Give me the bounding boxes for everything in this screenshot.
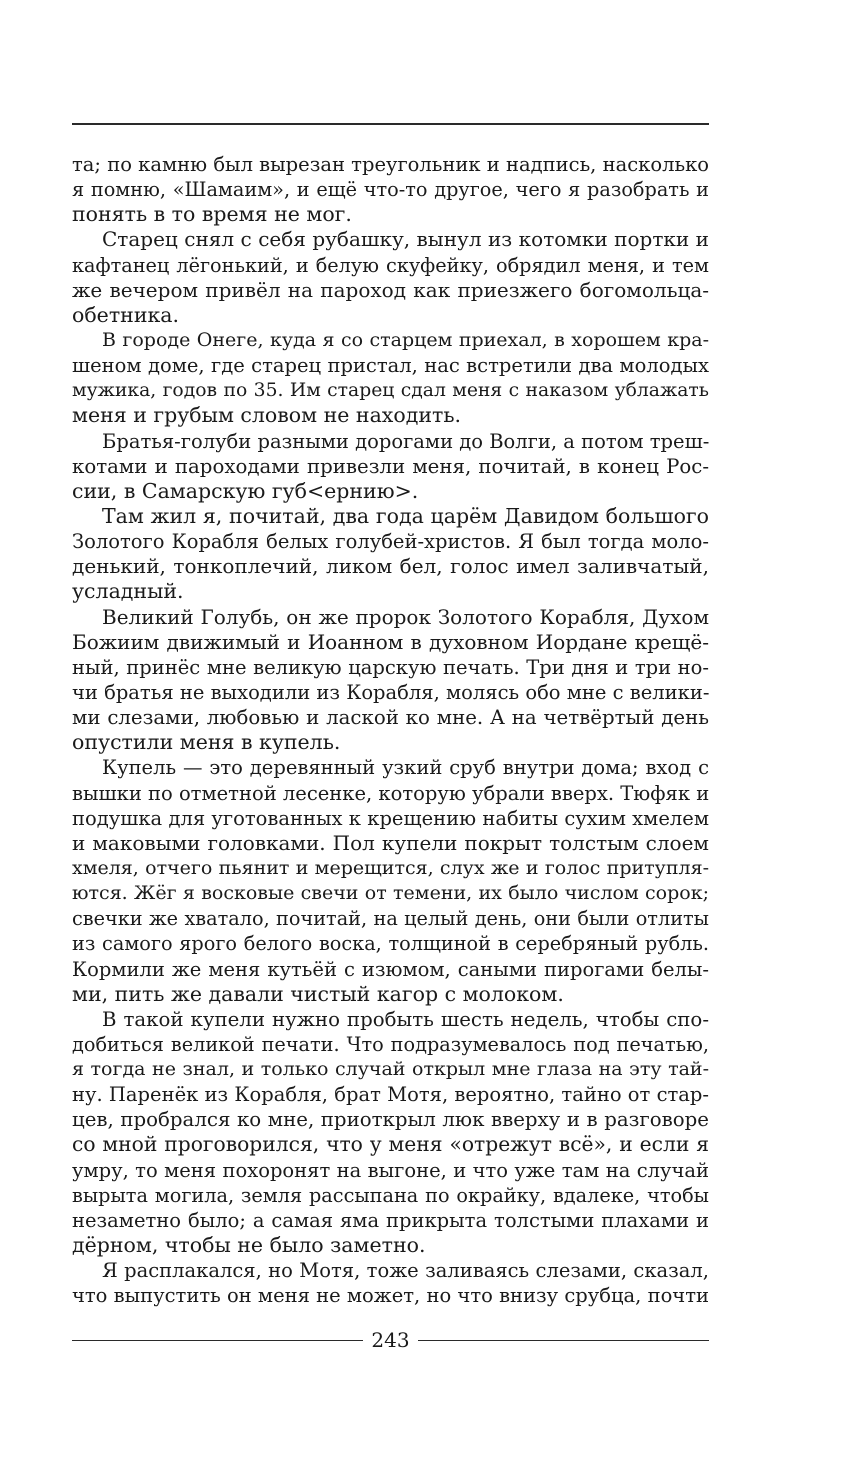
text-line: цев, пробрался ко мне, приоткрыл люк вверху и в разговоре [72, 1108, 709, 1132]
header-rule [72, 123, 709, 125]
text-line: свечки же хватало, почитай, на целый день, они были отлиты [72, 907, 709, 931]
text-line: добиться великой печати. Что подразумевалось под печатью, [72, 1032, 709, 1056]
body-text [72, 152, 709, 1308]
text-line: котами и пароходами привезли меня, почитай, в конец Рос- [72, 454, 709, 478]
text-line: сии, в Самарскую губ<ернию>. [72, 478, 419, 503]
text-line: же вечером привёл на пароход как приезжего богомольца- [72, 277, 709, 302]
text-line: Кормили же меня кутьёй с изюмом, саными пирогами белы- [72, 957, 709, 981]
text-line: ный, принёс мне великую царскую печать. Три дня и три но- [72, 655, 709, 679]
text-line: понять в то время не мог. [72, 202, 352, 227]
text-line: мужика, годов по 35. Им старец сдал меня с наказом ублажать [72, 380, 709, 402]
text-line: Божиим движимый и Иоанном в духовном Иордане крещё- [72, 629, 709, 654]
text-line: Золотого Корабля белых голубей-христов. Я был тогда моло- [72, 530, 709, 554]
text-line: и маковыми головками. Пол купели покрыт толстым слоем [72, 830, 709, 855]
text-line: шеном доме, где старец пристал, нас встретили два молодых [72, 354, 709, 378]
text-line: ми слезами, любовью и лаской ко мне. А на четвёртый день [72, 706, 709, 730]
text-line: ются. Жёг я восковые свечи от темени, их было числом сорок; [72, 882, 709, 905]
text-line: вырыта могила, земля рассыпана по окрайку, вдалеке, чтобы [72, 1183, 709, 1207]
text-line: В такой купели нужно пробыть шесть недель, чтобы спо- [102, 1007, 709, 1031]
text-line: опустили меня в купель. [72, 730, 341, 755]
text-line: я помню, «Шамаим», и ещё что-то другое, чего я разобрать и [72, 178, 709, 202]
text-line: В городе Онеге, куда я со старцем приехал, в хорошем кра- [102, 328, 709, 351]
text-line: Старец снял с себя рубашку, вынул из котомки портки и [102, 227, 709, 252]
text-line: денький, тонкоплечий, ликом бел, голос имел заливчатый, [72, 554, 709, 579]
text-line: Братья-голуби разными дорогами до Волги, а потом треш- [102, 429, 710, 453]
text-line: вышки по отметной лесенке, которую убрали вверх. Тюфяк и [72, 781, 710, 805]
text-line: подушка для уготованных к крещению набиты сухим хмелем [72, 806, 709, 830]
text-line: ми, пить же давали чистый кагор с молоком. [72, 981, 564, 1006]
page-footer [72, 1325, 709, 1355]
footer-rule-left [72, 1340, 363, 1341]
text-line: Я расплакался, но Мотя, тоже заливаясь слезами, сказал, [102, 1259, 709, 1283]
page-number: 243 [371, 1328, 410, 1352]
text-line: усладный. [72, 579, 184, 604]
text-line: чи братья не выходили из Корабля, молясь обо мне с велики- [72, 680, 710, 704]
text-line: со мной проговорился, что у меня «отрежут всё», и если я [72, 1132, 709, 1157]
text-line: меня и грубым словом не находить. [72, 403, 462, 428]
text-line: Великий Голубь, он же пророк Золотого Корабля, Духом [102, 604, 709, 629]
text-line: Купель — это деревянный узкий сруб внутри дома; вход с [102, 756, 709, 780]
text-line: дёрном, чтобы не было заметно. [72, 1233, 426, 1258]
text-line: та; по камню был вырезан треугольник и надпись, насколько [72, 153, 709, 176]
text-line: я тогда не знал, и только случай открыл мне глаза на эту тай- [72, 1058, 709, 1081]
text-line: Там жил я, почитай, два года царём Давидом большого [102, 503, 709, 528]
text-line: из самого ярого белого воска, толщиной в серебряный рубль. [72, 932, 709, 956]
text-line: незаметно было; а самая яма прикрыта толстыми плахами и [72, 1208, 709, 1232]
footer-rule-right [418, 1340, 709, 1341]
text-line: ну. Паренёк из Корабля, брат Мотя, вероятно, тайно от стар- [72, 1083, 709, 1107]
text-line: что выпустить он меня не может, но что внизу срубца, почти [72, 1284, 709, 1308]
text-line: умру, то меня похоронят на выгоне, и что уже там на случай [72, 1158, 709, 1182]
text-line: хмеля, отчего пьянит и мерещится, слух же и голос притупля- [72, 856, 709, 879]
text-line: обетника. [72, 302, 180, 327]
text-line: кафтанец лёгонький, и белую скуфейку, обрядил меня, и тем [72, 253, 709, 277]
